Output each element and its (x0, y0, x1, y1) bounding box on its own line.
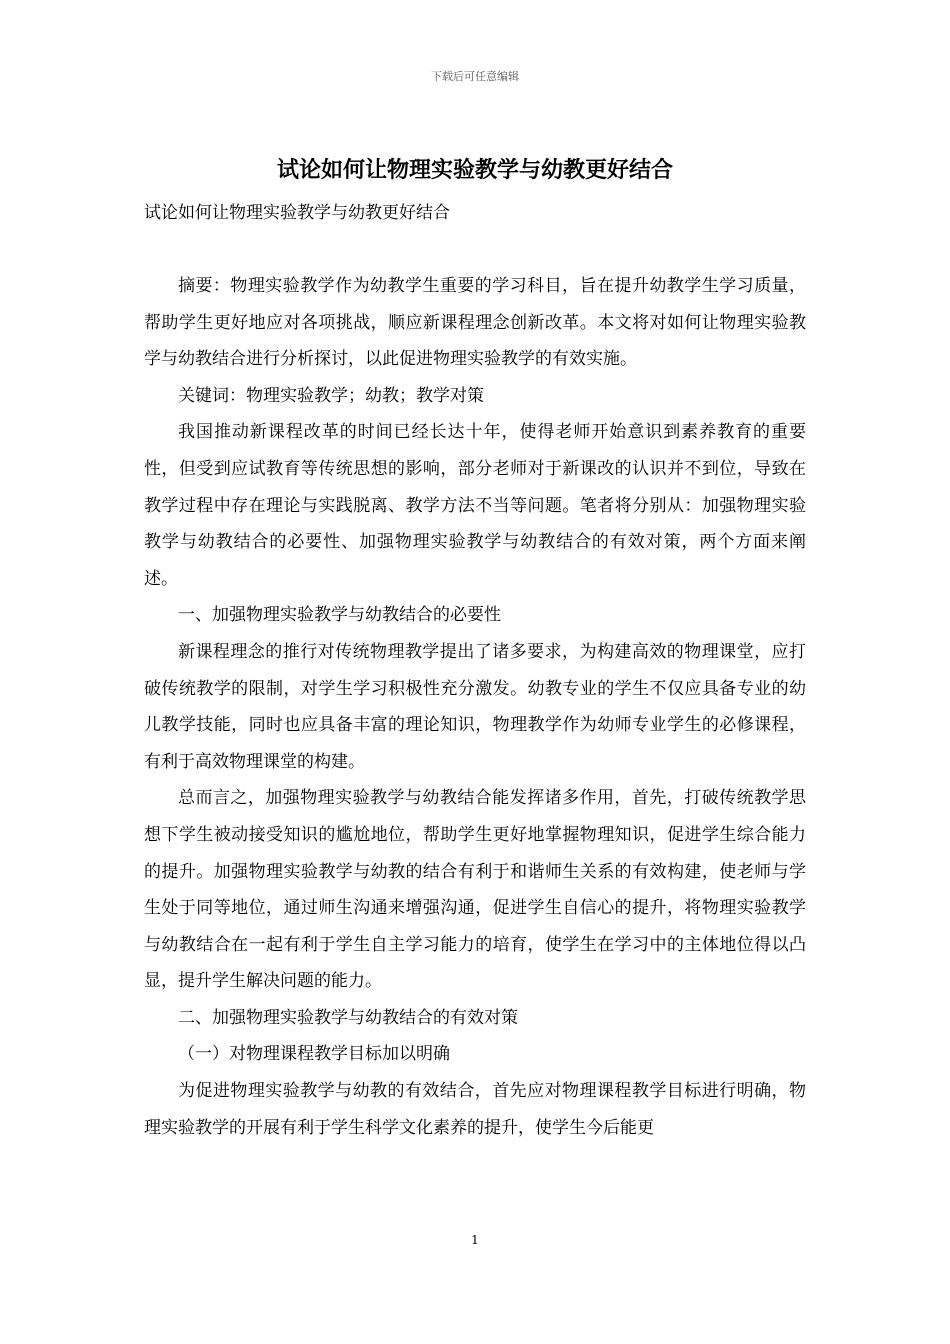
header-note: 下载后可任意编辑 (431, 70, 519, 83)
subsection-heading-1: （一）对物理课程教学目标加以明确 (178, 1044, 450, 1065)
document-subtitle: 试论如何让物理实验教学与幼教更好结合 (144, 203, 450, 223)
body-paragraph: 新课程理念的推行对传统物理教学提出了诸多要求，为构建高效的物理课堂，应打破传统教学的限制，对学生学习积极性充分激发。幼教专业的学生不仅应具备专业的幼儿教学技能，同时也应具备丰富的理论知识，物理教学作为幼师专业学生的必修课程，有利于高效物理课堂的构建。 (144, 641, 806, 772)
body-paragraph: 总而言之，加强物理实验教学与幼教结合能发挥诸多作用，首先，打破传统教学思想下学生被动接受知识的尴尬地位，帮助学生更好地掌握物理知识，促进学生综合能力的提升。加强物理实验教学与幼教的结合有利于和谐师生关系的有效构建，使老师与学生处于同等地位，通过师生沟通来增强沟通，促进学生自信心的提升，将物理实验教学与幼教结合在一起有利于学生自主学习能力的培育，使学生在学习中的主体地位得以凸显，提升学生解决问题的能力。 (144, 788, 806, 992)
page-number: 1 (471, 1233, 479, 1247)
document-title: 试论如何让物理实验教学与幼教更好结合 (276, 157, 673, 183)
section-heading-1: 一、加强物理实验教学与幼教结合的必要性 (178, 605, 501, 626)
intro-paragraph: 我国推动新课程改革的时间已经长达十年，使得老师开始意识到素养教育的重要性，但受到应试教育等传统思想的影响，部分老师对于新课改的认识并不到位，导致在教学过程中存在理论与实践脱离、教学方法不当等问题。笔者将分别从：加强物理实验教学与幼教结合的必要性、加强物理实验教学与幼教结合的有效对策，两个方面来阐述。 (144, 422, 806, 589)
body-text (144, 268, 806, 1146)
body-paragraph: 为促进物理实验教学与幼教的有效结合，首先应对物理课程教学目标进行明确，物理实验教学的开展有利于学生科学文化素养的提升，使学生今后能更 (144, 1081, 806, 1138)
keywords-paragraph: 关键词：物理实验教学；幼教；教学对策 (178, 385, 484, 406)
abstract-paragraph: 摘要：物理实验教学作为幼教学生重要的学习科目，旨在提升幼教学生学习质量，帮助学生更好地应对各项挑战，顺应新课程理念创新改革。本文将对如何让物理实验教学与幼教结合进行分析探讨，以此促进物理实验教学的有效实施。 (144, 276, 806, 370)
section-heading-2: 二、加强物理实验教学与幼教结合的有效对策 (178, 1007, 518, 1028)
